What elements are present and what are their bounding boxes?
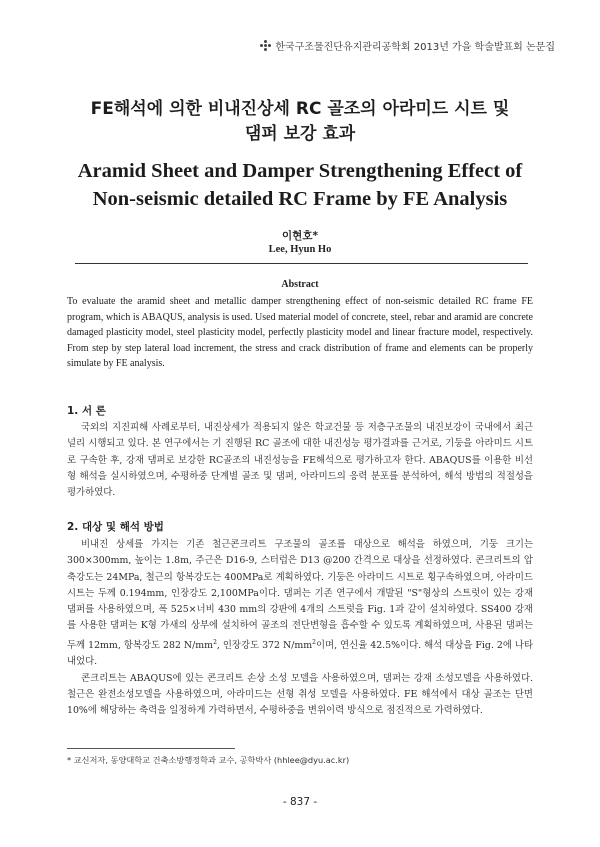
section-1-heading: 1. 서 론 xyxy=(67,405,106,417)
section-1-paragraph: 국외의 지진피해 사례로부터, 내진상세가 적용되지 않은 학교건물 등 저층구조물의 내진보강이 국내에서 최근 널리 시행되고 있다. 본 연구에서는 기 진행된 RC 골조에 대한 내진성능 평가결과를 근거로, 기둥을 아라미드 시트로 구속한 후, 강재 댐퍼로 보강한 RC골조의 내진성능을 FE해석으로 평가하고자 한다. ABAQUS를 이용한 비선형 해석을 실시하였으며, 수평하중 단계별 골조 및 댐퍼, 아라미드의 응력 분포를 분석하여, 해석 방법의 적절성을 평가하였다. xyxy=(67,422,533,499)
title-divider xyxy=(75,263,528,264)
title-korean xyxy=(40,97,560,147)
title-english xyxy=(40,157,560,213)
title-korean-line-2: 댐퍼 보강 효과 xyxy=(244,124,356,144)
journal-logo-icon xyxy=(260,40,271,51)
author-korean: 이현호* xyxy=(282,230,318,242)
section-2-paragraph-1: 비내진 상세를 가지는 기존 철근콘크리트 구조물의 골조를 대상으로 해석을 하였으며, 기둥 크기는 300×300mm, 높이는 1.8m, 주근은 D16-9, 스터럽은 D13 @200 간격으로 대상을 선정하였다. 콘크리트의 압축강도는 24MPa, 철근의 항복강도는 400MPa로 계획하였다. 기둥은 아라미드 시트로 횡구속하였으며, 아라미드 시트는 두께 0.194mm, 인장강도 2,100MPa이다. 댐퍼는 기존 연구에서 개발된 "S"형상의 스트럿이 있는 강재 댐퍼를 사용하였으며, 폭 525×너비 430 mm의 강판에 4개의 스트럿을 Fig. 1과 같이 설치하였다. SS400 강재를 사용한 댐퍼는 K형 가새의 상부에 설치하여 골조의 전단변형을 흡수할 수 있도록 계획하였으며, 사용된 댐퍼는 두께 12mm, 항복강도 282 $N/mm^2$, 인장강도 372 $N/mm^2$이며, 연신율 42.5%이다. 해석 대상을 Fig. 2에 나타내었다. xyxy=(67,539,533,668)
abstract-heading: Abstract xyxy=(281,279,319,290)
title-korean-line-1: FE해석에 의한 비내진상세 RC 골조의 아라미드 시트 및 xyxy=(90,99,510,119)
journal-header xyxy=(260,38,555,53)
section-2-body xyxy=(67,537,533,719)
title-english-line-1: Aramid Sheet and Damper Strengthening Effect of xyxy=(77,160,523,182)
footnote-divider xyxy=(67,748,235,749)
section-2-paragraph-2: 콘크리트는 ABAQUS에 있는 콘크리트 손상 소성 모델을 사용하였으며, 댐퍼는 강재 소성모델을 사용하였다. 철근은 완전소성모델을 사용하였으며, 아라미드는 선형 취성 모델을 사용하였다. FE 해석에서 대상 골조는 단면 10%에 해당하는 축력을 일정하게 가력하면서, 수평하중을 변위이력 방식으로 점진적으로 가력하였다. xyxy=(67,672,533,717)
section-2-heading: 2. 대상 및 해석 방법 xyxy=(67,521,164,533)
footnote: * 교신저자, 동양대학교 건축소방행정학과 교수, 공학박사 (hhlee@dyu.ac.kr) xyxy=(67,755,350,765)
section-1-body xyxy=(67,420,533,501)
journal-name: 한국구조물진단유지관리공학회 2013년 가을 학술발표회 논문집 xyxy=(275,42,555,53)
abstract-text: To evaluate the aramid sheet and metallic damper strengthening effect of non-seismic detailed RC frame FE program, which is ABAQUS, analysis is used. Used material model of concrete, steel, rebar and aramid are concrete damaged plasticity model, steel plasticity model, perfectly plasticity model and linear fracture model, respectively. From step by step lateral load increment, the stress and crack distribution of frame and elements can be properly simulate by FE analysis. xyxy=(67,296,533,369)
page-number: - 837 - xyxy=(282,796,318,808)
title-english-line-2: Non-seismic detailed RC Frame by FE Analysis xyxy=(92,188,508,210)
author-english: Lee, Hyun Ho xyxy=(268,244,332,255)
